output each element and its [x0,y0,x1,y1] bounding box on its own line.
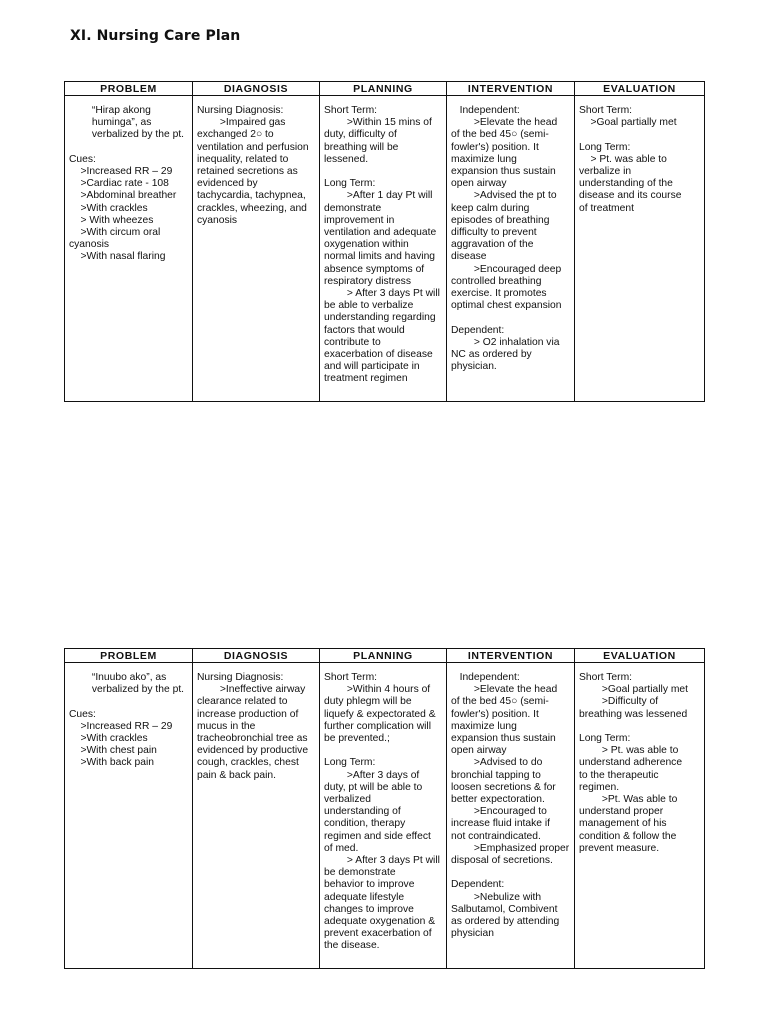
evaluation-cell [575,96,705,402]
header-intervention: INTERVENTION [447,649,575,663]
care-plan-table-1 [64,81,705,402]
intervention-text: Independent: >Elevate the head of the bed 45○ (semi- fowler's) position. It maximize lung expansion thus sustain open airway >Advised to do bronchial tapping to loosen secretions & for better expectoration. >Encouraged to increase fluid intake if not contraindicated. >Emphasized proper disposal of secretions. Dependent: >Nebulize with Salbutamol, Combivent as ordered by attending physician [451,672,570,940]
problem-cell [65,663,193,969]
intervention-cell [447,96,575,402]
header-evaluation: EVALUATION [575,649,705,663]
problem-text: “Hirap akong huminga”, as verbalized by the pt. Cues: >Increased RR – 29 >Cardiac rate - 108 >Abdominal breather >With crackles > With wheezes >With circum oral cyanosis >With nasal flaring [69,105,185,263]
table-row [65,663,705,969]
care-plan-table-2 [64,648,705,969]
planning-text: Short Term: >Within 4 hours of duty phlegm will be liquefy & expectorated & further complication will be prevented.; Long Term: >After 3 days of duty, pt will be able to verbalized understanding of condition, therapy regimen and side effect of med. > After 3 days Pt will be demonstrate behavior to improve adequate lifestyle changes to improve adequate oxygenation & prevent exacerbation of the disease. [324,672,440,952]
header-problem: PROBLEM [65,82,193,96]
diagnosis-cell [193,663,320,969]
intervention-text: Independent: >Elevate the head of the bed 45○ (semi- fowler's) position. It maximize lung expansion thus sustain open airway >Advised the pt to keep calm during episodes of breathing difficulty to prevent aggravation of the disease >Encouraged deep controlled breathing exercise. It promotes optimal chest expansion Dependent: > O2 inhalation via NC as ordered by physician. [451,105,562,373]
evaluation-cell [575,663,705,969]
header-diagnosis: DIAGNOSIS [193,82,320,96]
intervention-cell [447,663,575,969]
problem-cell [65,96,193,402]
table-row [65,96,705,402]
header-evaluation: EVALUATION [575,82,705,96]
table-header-row [65,649,705,663]
diagnosis-text: Nursing Diagnosis: >Impaired gas exchanged 2○ to ventilation and perfusion inequality, related to retained secretions as evidenced by tachycardia, tachypnea, crackles, wheezing, and cyanosis [197,105,309,226]
planning-text: Short Term: >Within 15 mins of duty, difficulty of breathing will be lessened. Long Term: >After 1 day Pt will demonstrate improvement in ventilation and adequate oxygenation within normal limits and having absence symptoms of respiratory distress > After 3 days Pt will be able to verbalize understanding regarding factors that would contribute to exacerbation of disease and will participate in treatment regimen [324,105,440,385]
evaluation-text: Short Term: >Goal partially met Long Term: > Pt. was able to verbalize in understanding of the disease and its course of treatment [579,105,682,214]
header-planning: PLANNING [320,82,447,96]
problem-text: “Inuubo ako”, as verbalized by the pt. Cues: >Increased RR – 29 >With crackles >With chest pain >With back pain [69,672,185,769]
header-planning: PLANNING [320,649,447,663]
diagnosis-cell [193,96,320,402]
planning-cell [320,663,447,969]
page-title: XI. Nursing Care Plan [70,28,241,44]
evaluation-text: Short Term: >Goal partially met >Difficulty of breathing was lessened Long Term: > Pt. was able to understand adherence to the therapeutic regimen. >Pt. Was able to understand proper management of his condition & follow the prevent measure. [579,672,689,854]
planning-cell [320,96,447,402]
header-diagnosis: DIAGNOSIS [193,649,320,663]
table-header-row [65,82,705,96]
header-problem: PROBLEM [65,649,193,663]
diagnosis-text: Nursing Diagnosis: >Ineffective airway clearance related to increase production of mucus in the tracheobronchial tree as evidenced by productive cough, crackles, chest pain & back pain. [197,672,309,781]
header-intervention: INTERVENTION [447,82,575,96]
